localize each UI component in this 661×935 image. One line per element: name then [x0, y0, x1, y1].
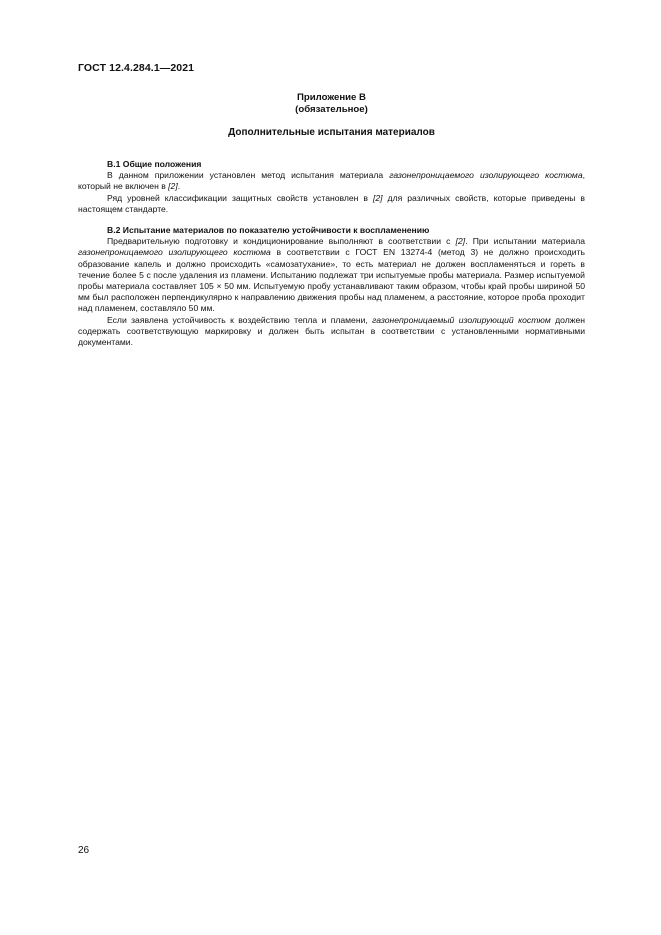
- term-italic: газонепроницаемого изолирующего костюма: [78, 247, 271, 258]
- appendix-title: Приложение В: [297, 92, 366, 103]
- section-heading-b1: В.1 Общие положения: [107, 159, 202, 169]
- section-heading-b2: В.2 Испытание материалов по показателю устойчивости к воспламенению: [107, 225, 430, 236]
- term-italic: газонепроницаемого изолирующего костюма: [389, 170, 583, 181]
- reference-link: [2]: [372, 192, 383, 203]
- paragraph-b1-1: В данном приложении установлен метод испытания материала газонепроницаемого изолирующего костюма, который не включен в [2].: [78, 170, 585, 192]
- reference-link: [2]: [455, 236, 466, 247]
- paragraph-b1-2: Ряд уровней классификации защитных свойств установлен в [2] для различных свойств, которые приведены в настоящем стандарте.: [78, 192, 585, 214]
- reference-link: [2]: [168, 181, 178, 192]
- appendix-heading: [78, 92, 585, 116]
- document-body: [78, 159, 585, 348]
- appendix-main-title: Дополнительные испытания материалов: [228, 127, 435, 138]
- paragraph-b2-2: Если заявлена устойчивость к воздействию тепла и пламени, газонепроницаемый изолирующий костюм должен содержать соответствующую маркировку и должен быть испытан в соответствии с установленными нормативными документами.: [78, 314, 585, 348]
- appendix-status: (обязательное): [295, 104, 368, 115]
- page-number: 26: [78, 845, 90, 856]
- document-header: ГОСТ 12.4.284.1—2021: [78, 62, 195, 74]
- term-italic: газонепроницаемый изолирующий костюм: [372, 314, 551, 325]
- paragraph-b2-1: Предварительную подготовку и кондиционирование выполняют в соответствии с [2]. При испытании материала газонепроницаемого изолирующего костюма в соответствии с ГОСТ EN 13274-4 (метод 3) не должно происходить образование капель и должно происходить «самозатухание», то есть материал не должен воспламеняться и гореть в течение более 5 с после удаления из пламени. Испытанию подлежат три испытуемые пробы материала. Размер испытуемой пробы материала составляет 105 × 50 мм. Испытуемую пробу устанавливают таким образом, чтобы край пробы шириной 50 мм был расположен перпендикулярно к направлению движения пробы над пламенем, а расстояние, которое проба проходит над пламенем, составляло 50 мм.: [78, 236, 585, 314]
